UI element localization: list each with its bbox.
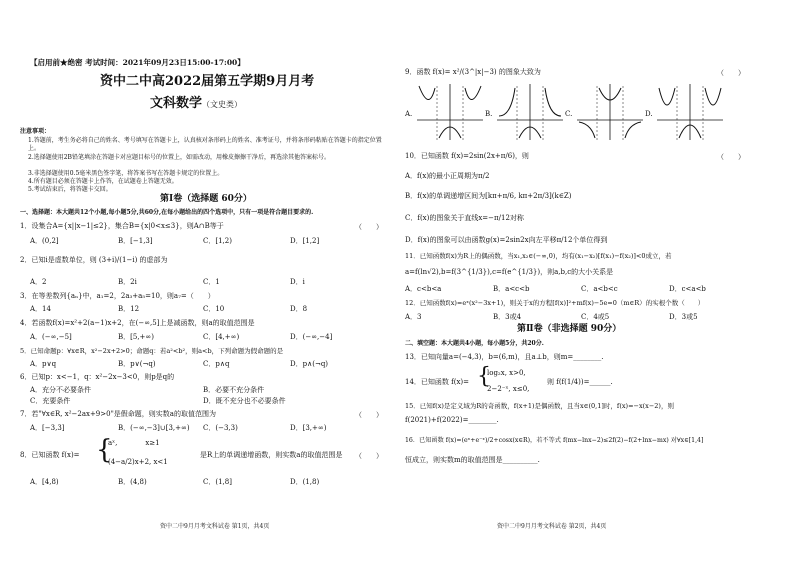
q7-option-b: B．(−∞,−3]∪[3,+∞) <box>118 424 190 432</box>
q2-option-a: A．2 <box>30 278 47 286</box>
q8-option-d: D．(1,8) <box>290 478 320 486</box>
note-4: 4.所有题目必须在答题卡上作答，在试题卷上答题无效。 <box>28 178 178 185</box>
q9-label-c: C. <box>565 110 573 118</box>
question-15-cont: f(2021)+f(2022)=________. <box>405 416 499 424</box>
q11-option-a: A．c<b<a <box>405 285 442 293</box>
question-12: 12．已知函数f(x)=eˣ(x²−3x+1)，则关于x的方程[f(x)]²+mf(x)−5e=0（m∈R）的实根个数（ ） <box>405 299 705 307</box>
q10-option-a: A．f(x)的最小正周期为π/2 <box>405 172 490 180</box>
q5-option-d: D．p∧(¬q) <box>290 360 329 368</box>
q7-option-a: A．[−3,3] <box>30 424 65 432</box>
note-3: 3.非选择题使用0.5毫米黑色签字笔，将答案书写在答题卡规定的位置上。 <box>28 170 224 177</box>
q9-graph-d <box>655 82 725 142</box>
page-footer: 资中二中9月月考文科试卷 第2页，共4页 <box>497 523 607 530</box>
q9-graph-c <box>575 82 645 142</box>
question-5: 5．已知命题p：∀x∈R，x²−2x+2>0；命题q：若a²<b²，则a<b，下列命题为假命题的是 <box>20 347 284 355</box>
q10-option-d: D．f(x)的图象可以由函数g(x)=2sin2x向左平移π/12个单位得到 <box>405 236 608 244</box>
q3-option-d: D．8 <box>290 305 308 313</box>
q11-option-c: C．a<b<c <box>581 285 618 293</box>
q3-option-c: C．10 <box>203 305 225 313</box>
q2-option-c: C．1 <box>203 278 220 286</box>
q9-label-a: A. <box>405 110 413 118</box>
question-6: 6．已知p：x<−1，q：x²−2x−3<0，则p是q的 <box>20 373 175 381</box>
q12-option-b: B．3或4 <box>493 313 522 321</box>
question-10: 10．已知函数 f(x)=2sin(2x+π/6)，则 <box>405 152 529 160</box>
q4-option-c: C．[4,+∞) <box>203 333 240 341</box>
answer-paren: （ ） <box>355 411 383 419</box>
notes-label: 注意事项： <box>20 128 51 135</box>
q12-option-d: D．3或5 <box>669 313 698 321</box>
q12-option-c: C．4或5 <box>581 313 610 321</box>
q9-label-b: B. <box>485 110 493 118</box>
q4-option-a: A．(−∞,−5] <box>30 333 72 341</box>
q6-option-d: D．既不充分也不必要条件 <box>203 397 286 405</box>
section-2-heading: 第Ⅱ卷（非选择题 90分） <box>517 324 622 334</box>
question-16: 16．已知函数 f(x)=(eˣ+e⁻ˣ)/2+cosx(x∈R)，若不等式 f(mx−lnx−2)≤2f(2)−f(2+lnx−mx) 对∀x∈[1,4] <box>405 437 704 444</box>
question-15: 15．已知f(x)是定义域为R的奇函数，f(x+1)是偶函数，且当x∈(0,1]时，f(x)=−x(x−2)，则 <box>405 402 674 410</box>
right-page <box>397 0 794 561</box>
question-8: 8．已知函数 f(x)= <box>20 451 80 459</box>
q5-option-c: C．p∧q <box>203 360 230 368</box>
q9-graph-b <box>495 82 565 142</box>
note-5: 5.考试结束后，将答题卡交回。 <box>28 186 112 193</box>
question-14: 14．已知函数 f(x)= <box>405 378 469 386</box>
q5-option-b: B．p∨(¬q) <box>118 360 156 368</box>
exam-title: 资中二中高2022届第五学期9月月考 <box>100 74 315 89</box>
q8-case-1: aˣ, x≥1 <box>108 439 160 447</box>
q4-option-d: D．(−∞,−4] <box>290 333 333 341</box>
page-footer: 资中二中9月月考文科试卷 第1页，共4页 <box>160 523 270 530</box>
q8-brace: { <box>96 435 113 465</box>
answer-paren: （ ） <box>355 223 383 231</box>
q1-option-d: D．[1,2] <box>290 237 320 245</box>
q8-option-b: B．(4,8) <box>118 478 147 486</box>
q1-option-c: C．[1,2) <box>203 237 232 245</box>
q12-option-a: A．3 <box>405 313 422 321</box>
q11-option-b: B．a<c<b <box>493 285 530 293</box>
part-2-intro: 二、填空题：本大题共4小题，每小题5分，共20分. <box>405 340 544 347</box>
q5-option-a: A．p∨q <box>30 360 57 368</box>
question-3: 3．在等差数列{aₙ}中，a₁=2，2a₃+a₅=10，则a₇=（ ） <box>20 292 215 300</box>
q7-option-d: D．[3,+∞) <box>290 424 327 432</box>
q14-case-2: 2−2⁻ˣ, x≤0, <box>487 385 530 393</box>
q14-ask: 则 f(f(1/4))=______. <box>547 378 613 386</box>
q1-option-b: B．[−1,3] <box>118 237 153 245</box>
q8-condition: 是R上的单调递增函数，则实数a的取值范围是 <box>200 451 343 459</box>
question-2: 2．已知i是虚数单位，则 (3+i)/(1−i) 的虚部为 <box>20 256 168 264</box>
q8-option-a: A．[4,8) <box>30 478 59 486</box>
question-16-cont: 恒成立，则实数m的取值范围是__________. <box>405 456 540 464</box>
q14-brace: { <box>477 364 491 389</box>
question-11: 11．已知函数f(x)为R上的偶函数，当x₁,x₂∈(−∞,0)，均有(x₁−x₂)[f(x₁)−f(x₂)]<0成立，若 <box>405 252 672 260</box>
question-1: 1．设集合A={x||x−1|≤2}，集合B={x|0<x≤3}，则A∩B等于 <box>20 222 224 230</box>
q7-option-c: C．(−3,3) <box>203 424 238 432</box>
q1-option-a: A．(0,2] <box>30 237 59 245</box>
q2-option-d: D．i <box>290 278 305 286</box>
answer-paren: （ ） <box>717 153 745 161</box>
q8-option-c: C．(1,8] <box>203 478 232 486</box>
question-13: 13．已知向量a=(−4,3)，b=(6,m)，且a⊥b，则m=________. <box>405 353 604 361</box>
question-7: 7．若"∀x∈R, x²−2ax+9>0"是假命题，则实数a的取值范围为 <box>20 410 216 418</box>
exam-subject: 文科数学（文史类） <box>150 96 243 111</box>
q4-option-b: B．[5,+∞) <box>118 333 154 341</box>
q6-option-c: C．充要条件 <box>30 397 71 405</box>
q9-label-d: D. <box>645 110 653 118</box>
answer-paren: （ ） <box>355 452 383 460</box>
question-9: 9．函数 f(x)= x²/(3^|x|−3) 的图象大致为 <box>405 68 541 76</box>
q2-option-b: B．2i <box>118 278 137 286</box>
question-4: 4．若函数f(x)=x²+2(a−1)x+2，在(−∞,5]上是减函数，则a的取值范围是 <box>20 319 255 327</box>
q10-option-b: B．f(x)的单调递增区间为[kπ+π/6, kπ+2π/3](k∈Z) <box>405 192 572 200</box>
note-1: 1.答题前，考生务必将自己的姓名、考号填写在答题卡上，认真核对条形码上的姓名、准考证号，并将条形码粘贴在答题卡的指定位置上。 <box>28 137 382 152</box>
q11-option-d: D．c<a<b <box>669 285 706 293</box>
note-2: 2.选择题使用2B铅笔填涂在答题卡对应题目标号的位置上，如需改动，用橡皮擦擦干净后，再选涂其他答案标号。 <box>28 154 330 161</box>
q3-option-b: B．12 <box>118 305 140 313</box>
section-1-heading: 第Ⅰ卷（选择题 60分） <box>160 194 252 204</box>
q8-case-2: (4−a/2)x+2, x<1 <box>108 458 168 466</box>
q6-option-b: B．必要不充分条件 <box>203 386 265 394</box>
q9-graph-a <box>415 82 485 142</box>
q3-option-a: A．14 <box>30 305 51 313</box>
part-1-intro: 一、选择题：本大题共12个小题,每小题5分,共60分,在每小题给出的四个选项中，只有一项是符合题目要求的. <box>20 209 314 216</box>
question-11-cont: a=f(ln√2),b=f(3^{1/3}),c=f(e^{1/3})，则a,b,c的大小关系是 <box>405 268 614 276</box>
q10-option-c: C．f(x)的图象关于直线x=−π/12对称 <box>405 214 524 222</box>
exam-header: 【启用前★绝密 考试时间：2021年09月23日15:00-17:00】 <box>30 58 245 67</box>
answer-paren: （ ） <box>717 69 745 77</box>
q6-option-a: A．充分不必要条件 <box>30 386 92 394</box>
q14-case-1: log₂x, x>0, <box>487 369 526 377</box>
